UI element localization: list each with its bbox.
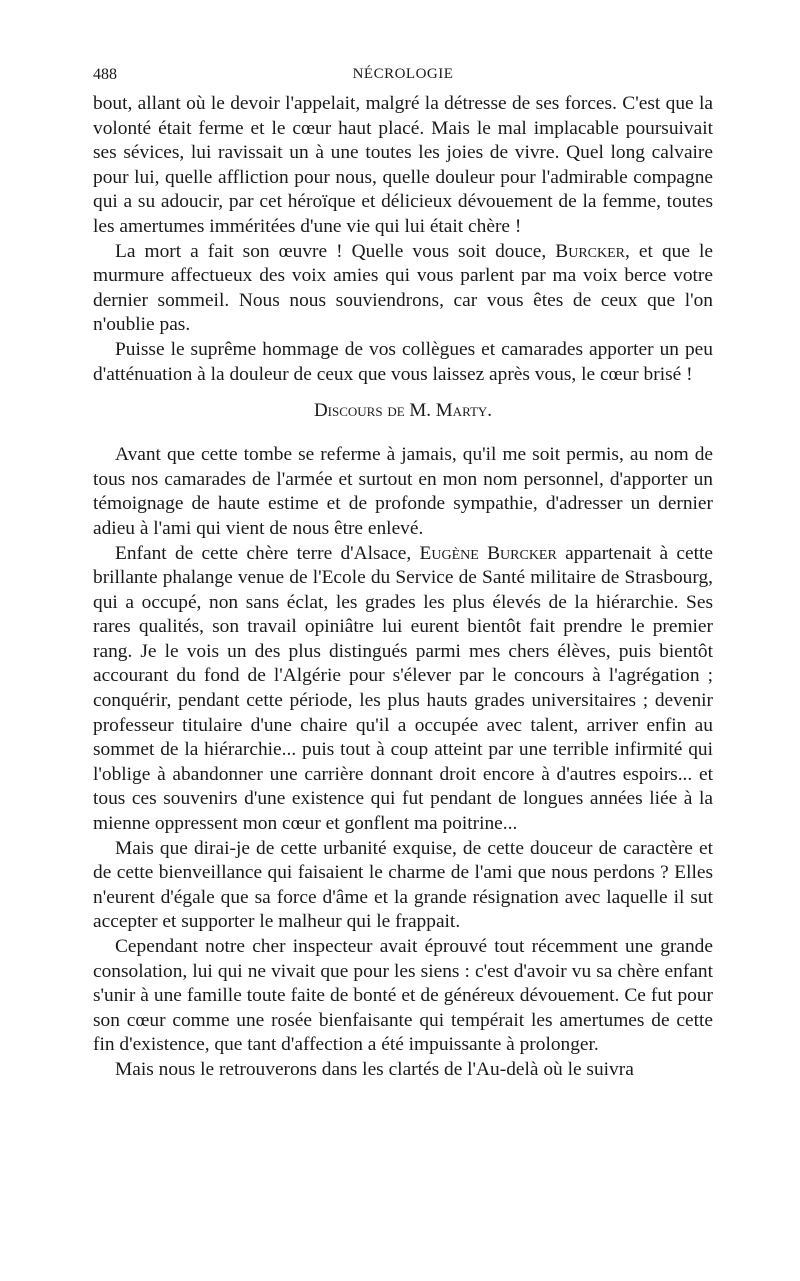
page-number: 488: [93, 66, 117, 83]
paragraph: Mais nous le retrouverons dans les clartés de l'Au-delà où le suivra: [115, 1058, 634, 1080]
running-head: [93, 62, 713, 92]
paragraph: Cependant notre cher inspecteur avait éprouvé tout récemment une grande consolation, lui qui ne vivait que pour les siens : c'est d'avoir vu sa chère enfant s'unir à une famille toute faite de bonté et de généreux dévouement. Ce fut pour son cœur comme une rosée bienfaisante qui tempérait les amertumes de cette fin d'existence, que tant d'affection a été impuissante à prolonger.: [93, 936, 713, 1056]
section-heading: Discours de M. Marty.: [313, 400, 493, 422]
running-title: NÉCROLOGIE: [352, 66, 454, 82]
paragraph: Puisse le suprême hommage de vos collègues et camarades apporter un peu d'atténuation à la douleur de ceux que vous laissez après vous, le cœur brisé !: [93, 338, 713, 385]
person-name: Eugène Burcker: [419, 542, 557, 564]
paragraph: Mais que dirai-je de cette urbanité exquise, de cette douceur de caractère et de cette bienveillance qui faisaient le charme de l'ami que nous perdons ? Elles n'eurent d'égale que sa force d'âme et la grande résignation avec laquelle il sut accepter et supporter le malheur qui le frappait.: [93, 837, 713, 933]
book-page: [93, 62, 713, 1083]
paragraph: bout, allant où le devoir l'appelait, malgré la détresse de ses forces. C'est que la volonté était ferme et le cœur haut placé. Mais le mal implacable poursuivait ses sévices, lui ravissait un à une toutes les joies de vivre. Quel long calvaire pour lui, quelle affliction pour nous, quelle douleur pour l'admirable compagne qui a su adoucir, par cet héroïque et délicieux dévouement de la femme, toutes les amertumes imméritées d'une vie qui lui était chère !: [93, 93, 713, 237]
paragraph: La mort a fait son œuvre ! Quelle vous soit douce, Burcker, et que le murmure affectueux des voix amies qui vous parlent par ma voix berce votre dernier sommeil. Nous nous souviendrons, car vous êtes de ceux que l'on n'oublie pas.: [93, 240, 713, 336]
paragraph: Enfant de cette chère terre d'Alsace, Eugène Burcker appartenait à cette brillante phalange venue de l'Ecole du Service de Santé militaire de Strasbourg, qui a occupé, non sans éclat, les grades les plus élevés de la hiérarchie. Ses rares qualités, son travail opiniâtre lui eurent bientôt fait prendre le premier rang. Je le vois un des plus distingués parmi mes chers élèves, puis bientôt accourant du fond de l'Algérie pour s'élever par le concours à l'agrégation ; conquérir, pendant cette période, les plus hauts grades universitaires ; devenir professeur titulaire d'une chaire qu'il a occupée avec talent, arriver enfin au sommet de la hiérarchie... puis tout à coup atteint par une terrible infirmité qui l'oblige à abandonner une carrière donnant droit encore à d'autres espoirs... et tous ces souvenirs d'une existence qui fut pendant de longues années liée à la mienne oppressent mon cœur et gonflent ma poitrine...: [93, 542, 713, 835]
paragraph: Avant que cette tombe se referme à jamais, qu'il me soit permis, au nom de tous nos camarades de l'armée et surtout en mon nom personnel, d'apporter un témoignage de haute estime et de profonde sympathie, d'adresser un dernier adieu à l'ami qui vient de nous être enlevé.: [93, 444, 713, 539]
person-name: Burcker: [555, 240, 626, 262]
